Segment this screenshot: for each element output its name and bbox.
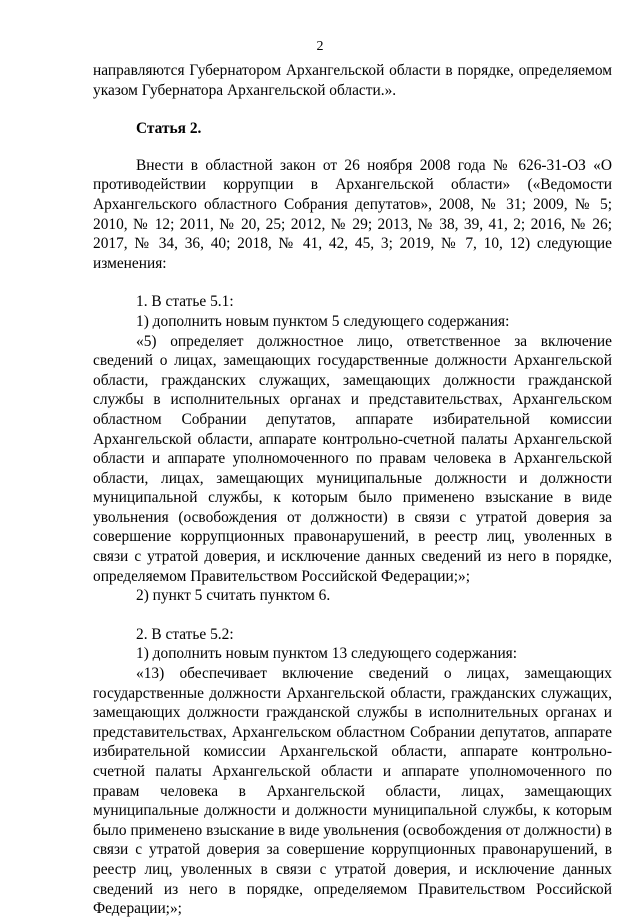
page-number: 2 bbox=[316, 39, 324, 54]
article-intro-paragraph: Внести в областной закон от 26 ноября 2008 года № 626-31-ОЗ «О противодействии коррупции в Архангельской области» («Ведомости Архангельского областного Собрания депутатов», 2008, № 31; 2009, № 5; 2010, № 12; 2011, № 20, 25; 2012, № 29; 2013, № 38, 39, 41, 2; 2016, № 26; 2017, № 34, 36, 40; 2018, № 41, 42, 45, 3; 2019, № 7, 10, 12) следующие изменения: bbox=[93, 156, 612, 272]
section-article-5-2 bbox=[93, 625, 612, 919]
document-body bbox=[93, 61, 612, 919]
section-item: 2) пункт 5 считать пунктом 6. bbox=[136, 587, 331, 605]
section-title: 2. В статье 5.2: bbox=[136, 625, 234, 643]
article-heading: Статья 2. bbox=[136, 120, 202, 138]
intro-paragraph: направляются Губернатором Архангельской области в порядке, определяемом указом Губернатора Архангельской области.». bbox=[93, 62, 612, 99]
section-article-5-1 bbox=[93, 292, 612, 606]
section-title: 1. В статье 5.1: bbox=[136, 293, 234, 311]
section-item: 1) дополнить новым пунктом 13 следующего содержания: bbox=[136, 645, 518, 663]
section-item: 1) дополнить новым пунктом 5 следующего содержания: bbox=[136, 312, 510, 330]
section-item-quote: «13) обеспечивает включение сведений о лицах, замещающих государственные должности Архангельской области, гражданских служащих, замещающих должности гражданской службы в исполнительных органах и представительствах, Архангельском областном Собрании депутатов, аппарате избирательной комиссии Архангельской области, аппарате контрольно-счетной палаты Архангельской области и аппарате уполномоченного по правам человека в Архангельской области, лицах, замещающих муниципальные должности и должности муниципальной службы, к которым было применено взыскание в виде увольнения (освобождения от должности) в связи с утратой доверия за совершение коррупционных правонарушений, в реестр лиц, уволенных в связи с утратой доверия, и исключение данных сведений из него в порядке, определяемом Правительством Российской Федерации;»; bbox=[93, 665, 612, 918]
section-item-quote: «5) определяет должностное лицо, ответственное за включение сведений о лицах, замещающих государственные должности Архангельской области, гражданских служащих, замещающих должности гражданской службы в исполнительных органах и представительствах, Архангельском областном Собрании депутатов, аппарате избирательной комиссии Архангельской области, аппарате контрольно-счетной палаты Архангельской области и аппарате уполномоченного по правам человека в Архангельской области, лицах, замещающих муниципальные должности и должности муниципальной службы, к которым было применено взыскание в виде увольнения (освобождения от должности) в связи с утратой доверия за совершение коррупционных правонарушений, в реестр лиц, уволенных в связи с утратой доверия, и исключение данных сведений из него в порядке, определяемом Правительством Российской Федерации;»; bbox=[93, 332, 612, 585]
